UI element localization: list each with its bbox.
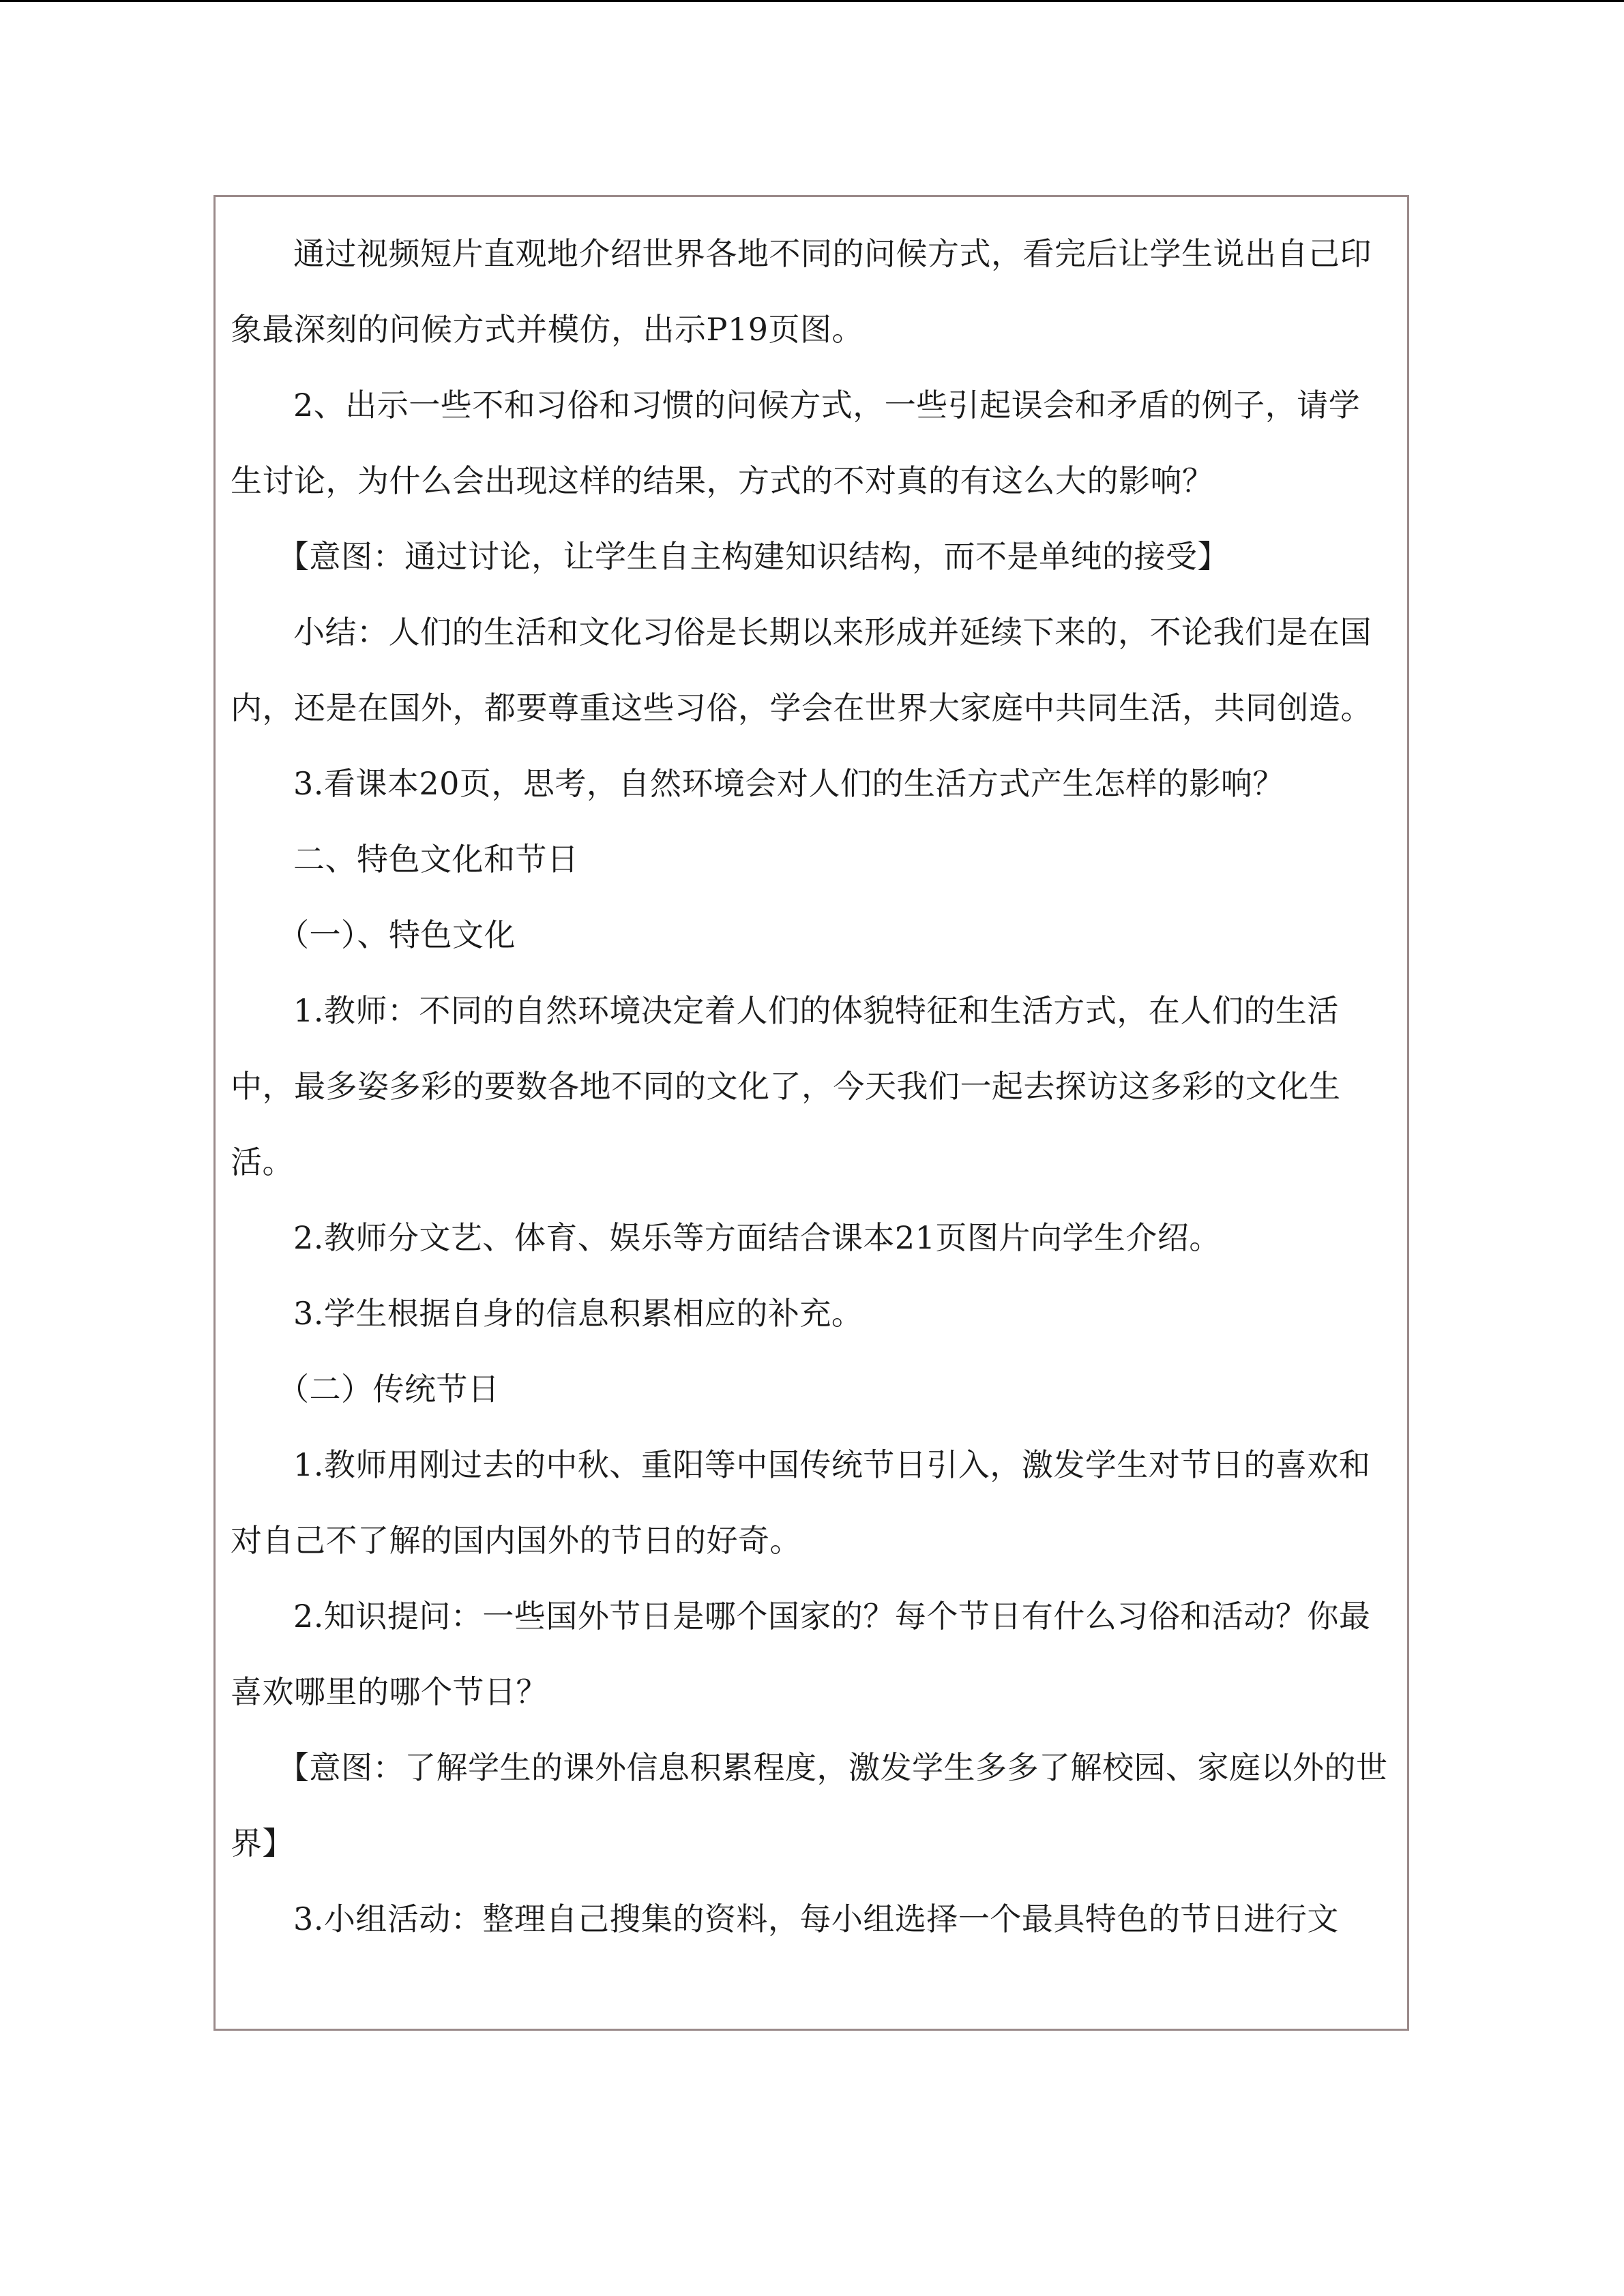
paragraph-intent-2: 【意图：了解学生的课外信息积累程度，激发学生多多了解校园、家庭以外的世界】	[231, 1749, 1388, 1862]
paragraph-festival-intro: 1.教师用刚过去的中秋、重阳等中国传统节日引入，激发学生对节日的喜欢和对自己不了解的国内国外的节日的好奇。	[231, 1446, 1371, 1559]
paragraph-textbook-20: 3.看课本20页，思考，自然环境会对人们的生活方式产生怎样的影响？	[293, 765, 1284, 802]
paragraph-summary: 小结：人们的生活和文化习俗是长期以来形成并延续下来的，不论我们是在国内，还是在国外，都要尊重这些习俗，学会在世界大家庭中共同生活，共同创造。	[231, 614, 1372, 726]
paragraph-discussion-question: 2、出示一些不和习俗和习惯的问候方式，一些引起误会和矛盾的例子，请学生讨论，为什么会出现这样的结果，方式的不对真的有这么大的影响？	[231, 387, 1361, 499]
paragraph-student-supplement: 3.学生根据自身的信息积累相应的补充。	[293, 1295, 863, 1332]
paragraph-knowledge-questions: 2.知识提问：一些国外节日是哪个国家的？每个节日有什么习俗和活动？你最喜欢哪里的哪个节日？	[231, 1598, 1371, 1710]
document-body	[231, 216, 1390, 1957]
section-heading-culture-festivals: 二、特色文化和节日	[293, 841, 579, 878]
paragraph-teacher-intro: 1.教师：不同的自然环境决定着人们的体貌特征和生活方式，在人们的生活中，最多姿多彩的要数各地不同的文化了，今天我们一起去探访这多彩的文化生活。	[231, 992, 1341, 1180]
subheading-special-culture: （一）、特色文化	[278, 916, 516, 953]
paragraph-teacher-textbook-21: 2.教师分文艺、体育、娱乐等方面结合课本21页图片向学生介绍。	[293, 1219, 1221, 1256]
table-cell-frame	[213, 195, 1409, 2031]
paragraph-group-activity: 3.小组活动：整理自己搜集的资料，每小组选择一个最具特色的节日进行文	[293, 1900, 1339, 1937]
subheading-traditional-festivals: （二）传统节日	[278, 1371, 500, 1407]
paragraph-video-intro: 通过视频短片直观地介绍世界各地不同的问候方式，看完后让学生说出自己印象最深刻的问候方式并模仿，出示P19页图。	[231, 235, 1372, 348]
paragraph-intent-1: 【意图：通过讨论，让学生自主构建知识结构，而不是单纯的接受】	[278, 538, 1229, 575]
top-border-line	[0, 0, 1624, 2]
